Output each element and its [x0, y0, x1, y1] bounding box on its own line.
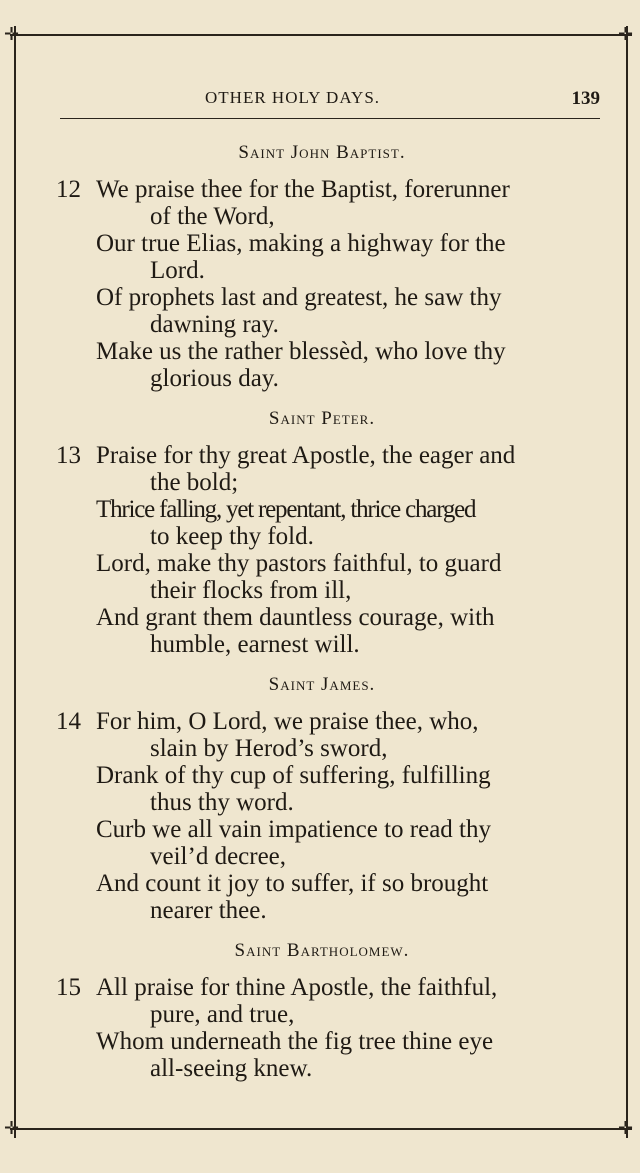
- verse: [48, 176, 596, 392]
- verse-line: Make us the rather blessèd, who love thy: [96, 338, 506, 365]
- corner-ornament-icon: ✛: [4, 1118, 20, 1139]
- verse-line: We praise thee for the Baptist, forerunner: [96, 176, 510, 203]
- corner-ornament-icon: ✛: [618, 24, 634, 45]
- verse-line: Whom underneath the fig tree thine eye: [96, 1028, 494, 1055]
- header-rule: [60, 118, 600, 119]
- verse-line: thus thy word.: [150, 789, 294, 816]
- verse-line: Thrice falling, yet repentant, thrice charged: [96, 496, 476, 523]
- corner-ornament-icon: ✛: [618, 1118, 634, 1139]
- hymn-text: [48, 140, 596, 1096]
- verse-line: dawning ray.: [150, 311, 279, 338]
- verse-number: 12: [56, 176, 81, 203]
- verse: [48, 974, 596, 1082]
- verse-line: All praise for thine Apostle, the faithful,: [96, 974, 498, 1001]
- verse-line: Lord, make thy pastors faithful, to guard: [96, 550, 502, 577]
- verse-line: glorious day.: [150, 365, 279, 392]
- bottom-border: [10, 1128, 632, 1130]
- verse-line: their flocks from ill,: [150, 577, 352, 604]
- verse-line: to keep thy fold.: [150, 523, 314, 550]
- verse-line: Drank of thy cup of suffering, fulfilling: [96, 762, 491, 789]
- verse-line: Our true Elias, making a highway for the: [96, 230, 506, 257]
- verse-line: of the Word,: [150, 203, 275, 230]
- verse-line: Lord.: [150, 257, 205, 284]
- verse-line: slain by Herod’s sword,: [150, 735, 388, 762]
- right-border: [626, 26, 628, 1138]
- page-number: 139: [571, 88, 600, 109]
- corner-ornament-icon: ✛: [4, 24, 20, 45]
- verse-line: the bold;: [150, 469, 239, 496]
- section-heading: Saint Bartholomew.: [234, 940, 410, 961]
- section-heading: Saint James.: [268, 674, 376, 695]
- verse-line: nearer thee.: [150, 897, 267, 924]
- verse: [48, 442, 596, 658]
- verse-line: all-seeing knew.: [150, 1055, 313, 1082]
- section-heading: Saint John Baptist.: [238, 142, 406, 163]
- verse-number: 14: [56, 708, 81, 735]
- verse-line: pure, and true,: [150, 1001, 295, 1028]
- verse-number: 13: [56, 442, 81, 469]
- top-border: [10, 34, 632, 36]
- section-heading: Saint Peter.: [268, 408, 376, 429]
- verse-line: Curb we all vain impatience to read thy: [96, 816, 492, 843]
- page-header: [60, 88, 600, 118]
- verse-line: Praise for thy great Apostle, the eager and: [96, 442, 516, 469]
- verse-line: For him, O Lord, we praise thee, who,: [96, 708, 479, 735]
- left-border: [14, 26, 16, 1138]
- verse-line: veil’d decree,: [150, 843, 287, 870]
- verse-line: And grant them dauntless courage, with: [96, 604, 495, 631]
- verse-number: 15: [56, 974, 81, 1001]
- verse-line: humble, earnest will.: [150, 631, 360, 658]
- running-head: OTHER HOLY DAYS.: [205, 88, 381, 107]
- verse-line: Of prophets last and greatest, he saw thy: [96, 284, 502, 311]
- verse-line: And count it joy to suffer, if so brought: [96, 870, 489, 897]
- verse: [48, 708, 596, 924]
